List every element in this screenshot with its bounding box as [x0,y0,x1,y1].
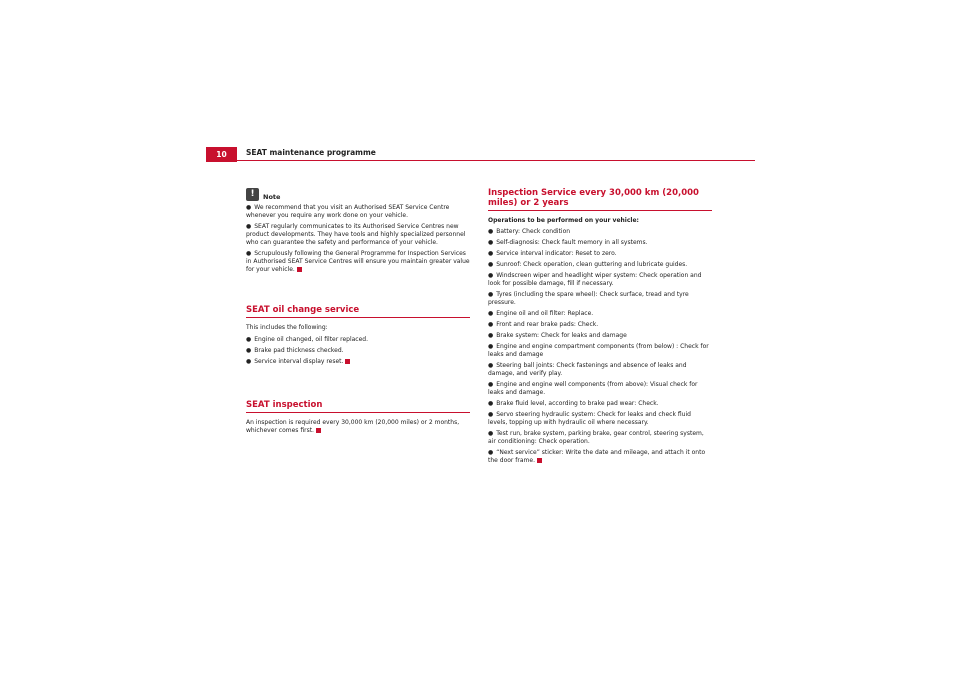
bullet-icon: ● [488,261,494,268]
bullet-icon: ● [488,228,494,235]
section-title: SEAT oil change service [246,305,360,315]
list-item: ● Engine oil and oil filter: Replace. [488,310,594,317]
list-item: ● Steering ball joints: Check fastenings and absence of leaks and damage, and verify play. [488,362,687,377]
section-subtitle: Operations to be performed on your vehicle: [488,217,639,224]
end-mark-icon [297,267,302,272]
list-item: ● Service interval indicator: Reset to zero. [488,250,617,257]
list-item: ● Engine oil changed, oil filter replaced. [246,336,368,343]
header-rule [206,160,755,161]
left-column [246,188,470,277]
list-item: ● Windscreen wiper and headlight wiper system: Check operation and look for possible damage, fill if necessary. [488,272,702,287]
bullet-icon: ● [488,332,494,339]
section-rule [488,210,712,211]
page-number: 10 [206,147,237,162]
note-bullet: ● Scrupulously following the General Programme for Inspection Services in Authorised SEAT Service Centres will ensure you maintain greater value for your vehicle. [246,250,470,273]
note-bullet: ● SEAT regularly communicates to its Authorised Service Centres new product developments. They have tools and highly specialized personnel who can guarantee the safety and performance of your vehicle. [246,223,466,246]
list-item: ● Tyres (including the spare wheel): Check surface, tread and tyre pressure. [488,291,689,306]
section-rule [246,412,470,413]
list-item: ● Self-diagnosis: Check fault memory in all systems. [488,239,648,246]
list-item: ● Front and rear brake pads: Check. [488,321,599,328]
section-rule [246,317,470,318]
list-item: ● “Next service” sticker: Write the date and mileage, and attach it onto the door frame. [488,449,706,464]
bullet-icon: ● [246,347,252,354]
section-title: Inspection Service every 30,000 km (20,000 miles) or 2 years [488,188,699,208]
list-item: ● Engine and engine compartment components (from below) : Check for leaks and damage [488,343,709,358]
inspection-section [246,400,470,439]
bullet-icon: ● [246,358,252,365]
bullet-icon: ● [488,239,494,246]
bullet-icon: ● [488,362,494,369]
list-item: ● Brake pad thickness checked. [246,347,344,354]
list-item: ● Sunroof: Check operation, clean guttering and lubricate guides. [488,261,688,268]
note-warning-icon: ! [246,188,259,201]
bullet-icon: ● [488,381,494,388]
note-title: Note [263,193,281,201]
running-header-title: SEAT maintenance programme [246,148,376,157]
right-column [488,188,712,468]
note-bullet: ● We recommend that you visit an Authorised SEAT Service Centre whenever you require any work done on your vehicle. [246,204,450,219]
list-item: ● Brake fluid level, according to brake pad wear: Check. [488,400,659,407]
end-mark-icon [537,458,542,463]
bullet-icon: ● [246,250,252,257]
bullet-icon: ● [488,343,494,350]
end-mark-icon [316,428,321,433]
bullet-icon: ● [246,223,252,230]
bullet-icon: ● [488,321,494,328]
bullet-icon: ● [488,291,494,298]
bullet-icon: ● [488,449,494,456]
section-intro: This includes the following: [246,324,328,331]
bullet-icon: ● [488,400,494,407]
list-item: ● Test run, brake system, parking brake, gear control, steering system, air conditioning: Check operation. [488,430,704,445]
section-title: SEAT inspection [246,400,323,410]
section-text: An inspection is required every 30,000 km (20,000 miles) or 2 months, whichever comes first. [246,419,460,434]
bullet-icon: ● [246,204,252,211]
bullet-icon: ● [488,411,494,418]
bullet-icon: ● [488,272,494,279]
bullet-icon: ● [488,430,494,437]
bullet-icon: ● [488,250,494,257]
bullet-icon: ● [246,336,252,343]
list-item: ● Battery: Check condition [488,228,571,235]
note-header [246,188,470,201]
list-item: ● Service interval display reset. [246,358,470,366]
list-item: ● Engine and engine well components (from above): Visual check for leaks and damage. [488,381,698,396]
list-item: ● Brake system: Check for leaks and damage [488,332,627,339]
end-mark-icon [345,359,350,364]
bullet-icon: ● [488,310,494,317]
list-item: ● Servo steering hydraulic system: Check for leaks and check fluid levels, topping up with hydraulic oil where necessary. [488,411,691,426]
oil-service-section [246,305,470,369]
